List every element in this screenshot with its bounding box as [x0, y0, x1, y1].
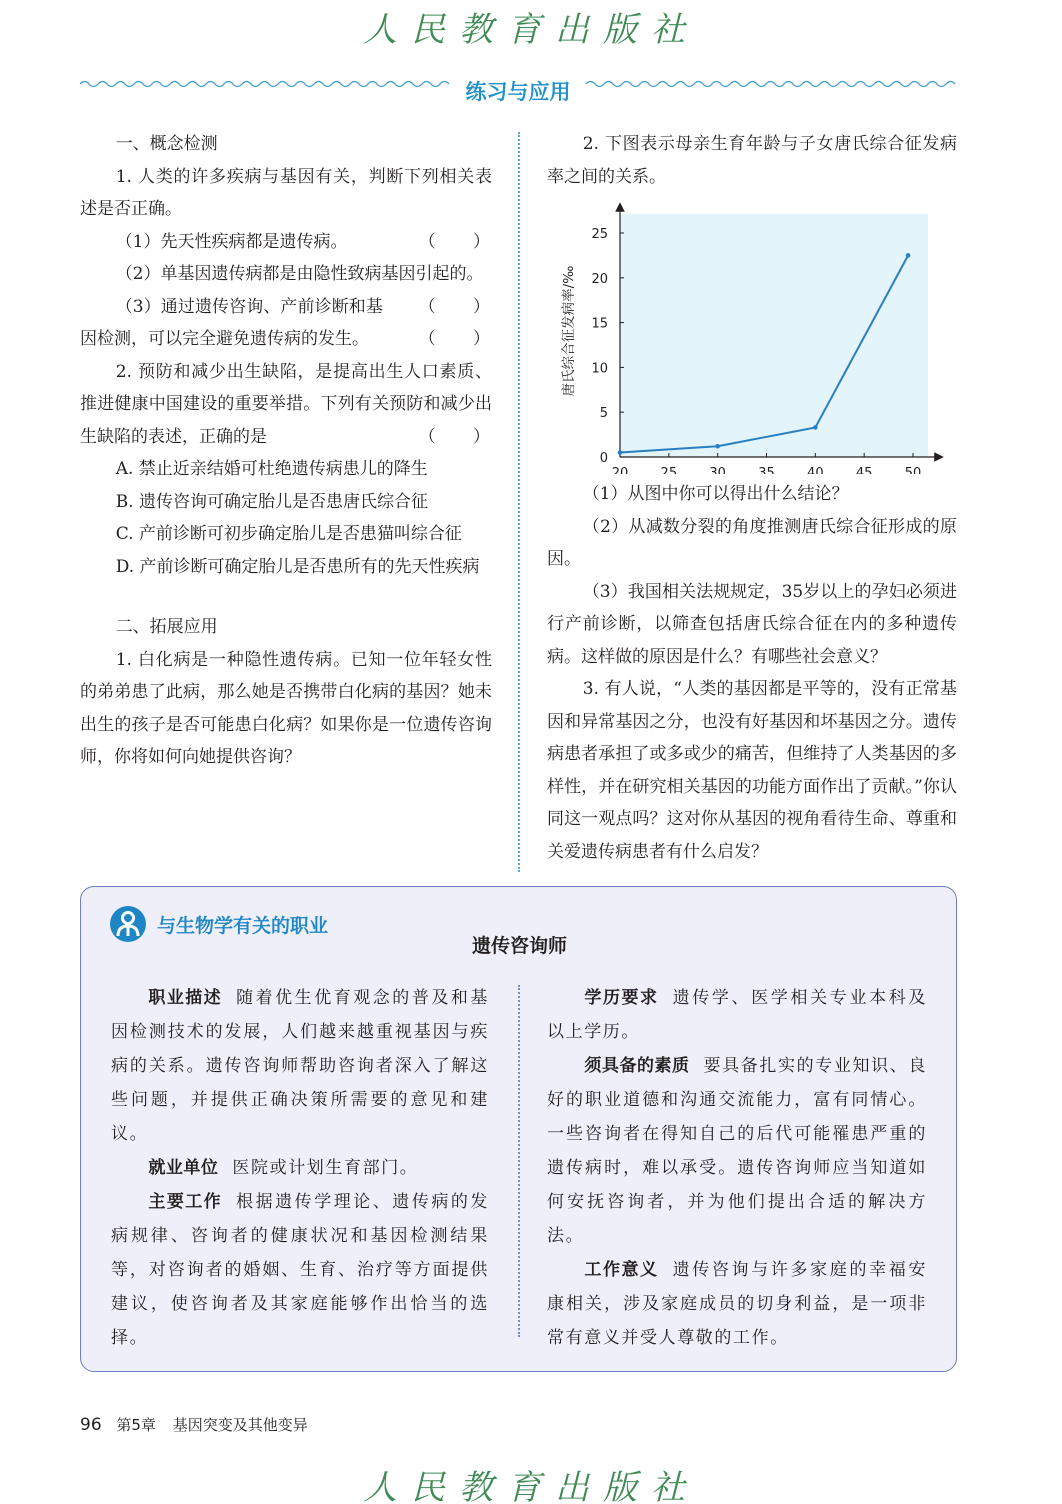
career-column-divider	[518, 985, 520, 1337]
chapter-number: 第5章	[116, 1416, 156, 1434]
q1-stem: 1. 人类的许多疾病与基因有关，判断下列相关表述是否正确。	[80, 166, 492, 219]
data-point	[715, 444, 720, 449]
publisher-logo-top: 人民教育出版社	[363, 10, 699, 50]
career-description	[111, 981, 489, 1151]
career-item-text: 随着优生优育观念的普及和基因检测技术的发展，人们越来越重视基因与疾病的关系。遗传咨询师帮助咨询者深入了解这些问题，并提供正确决策所需要的意见和建议。	[111, 988, 489, 1144]
q2-option-b: B. 遗传咨询可确定胎儿是否患唐氏综合征	[115, 491, 428, 512]
answer-blank: （ ）	[418, 296, 506, 317]
answer-blank: （ ）	[418, 329, 506, 349]
plot-background	[620, 214, 928, 457]
q1-item-2	[80, 258, 506, 317]
answer-blank: （ ）	[418, 426, 506, 447]
q2-sub-2: （2）从减数分裂的角度推测唐氏综合征形成的原因。	[547, 516, 957, 569]
q1-item-1	[80, 226, 506, 259]
career-education	[547, 981, 927, 1049]
career-item-label: 工作意义	[584, 1260, 659, 1280]
y-tick-label: 0	[599, 451, 608, 466]
q2-stem-text: 2. 预防和减少出生缺陷，是提高出生人口素质、推进健康中国建设的重要举措。下列有关预防和减少出生缺陷的表述，正确的是	[80, 361, 492, 447]
answer-blank: （ ）	[418, 231, 506, 252]
y-tick-label: 25	[591, 227, 608, 242]
career-right-column	[547, 981, 927, 1355]
data-point	[618, 450, 623, 455]
column-divider	[518, 132, 520, 872]
x-tick-label: 35	[758, 466, 775, 474]
q1-item-3-text: （3）通过遗传咨询、产前诊断和基因检测，可以完全避免遗传病的发生。	[80, 296, 383, 349]
q1-item-2-text: （2）单基因遗传病都是由隐性致病基因引起的。	[115, 264, 484, 284]
spacer	[80, 583, 492, 611]
x-tick-label: 45	[855, 466, 873, 474]
y-tick-label: 10	[591, 361, 608, 377]
chart-svg	[547, 199, 957, 474]
q2-sub-1: （1）从图中你可以得出什么结论？	[582, 484, 849, 504]
career-item-label: 须具备的素质	[584, 1056, 690, 1076]
q1-item-1-text: （1）先天性疾病都是遗传病。	[115, 231, 348, 252]
page-footer	[80, 1414, 308, 1435]
career-item-text: 遗传学、医学相关专业本科及以上学历。	[547, 988, 927, 1042]
career-employer	[111, 1151, 489, 1185]
career-item-label: 就业单位	[148, 1158, 219, 1178]
career-item-text: 医院或计划生育部门。	[232, 1158, 419, 1178]
y-tick-label: 15	[591, 316, 608, 332]
section-header	[80, 72, 956, 106]
q2-intro: 2. 下图表示母亲生育年龄与子女唐氏综合征发病率之间的关系。	[547, 134, 957, 187]
data-point	[813, 425, 818, 430]
down-syndrome-chart	[547, 199, 957, 474]
x-tick-label: 25	[660, 466, 678, 474]
career-item-text: 根据遗传学理论、遗传病的发病规律、咨询者的健康状况和基因检测结果等，对咨询者的婚姻、生育、治疗等方面提供建议，使咨询者及其家庭能够作出恰当的选择。	[111, 1192, 489, 1348]
left-column	[80, 128, 506, 774]
career-section-label: 与生物学有关的职业	[157, 915, 329, 937]
q3: 3. 有人说，“人类的基因都是平等的，没有正常基因和异常基因之分，也没有好基因和坏基因之分。遗传病患者承担了或多或少的痛苦，但维持了人类基因的多样性，并在研究相关基因的功能方面作出了贡献。”你认同这一观点吗？这对你从基因的视角看待生命、尊重和关爱遗传病患者有什么启发？	[547, 679, 957, 862]
career-item-text: 遗传咨询与许多家庭的幸福安康相关，涉及家庭成员的切身利益，是一项非常有意义并受人尊敬的工作。	[547, 1260, 927, 1348]
part1-heading: 一、概念检测	[115, 134, 218, 154]
q2-option-d: D. 产前诊断可确定胎儿是否患所有的先天性疾病	[115, 556, 480, 577]
career-item-label: 职业描述	[148, 988, 223, 1008]
data-point	[906, 253, 911, 258]
wave-decoration-right	[586, 79, 956, 89]
q2-option-a: A. 禁止近亲结婚可杜绝遗传病患儿的降生	[115, 459, 428, 479]
page-number: 96	[80, 1415, 102, 1435]
y-tick-group	[591, 227, 624, 466]
y-tick-label: 20	[591, 271, 608, 287]
career-item-label: 主要工作	[148, 1192, 223, 1212]
y-tick-label: 5	[599, 406, 608, 422]
part2-heading: 二、拓展应用	[115, 617, 218, 637]
part2-q1: 1. 白化病是一种隐性遗传病。已知一位年轻女性的弟弟患了此病，那么她是否携带白化病的基因？她未出生的孩子是否可能患白化病？如果你是一位遗传咨询师，你将如何向她提供咨询？	[80, 649, 492, 767]
career-item-label: 学历要求	[584, 988, 659, 1008]
q2-sub-3: （3）我国相关法规规定，35岁以上的孕妇必须进行产前诊断，以筛查包括唐氏综合征在内的多种遗传病。这样做的原因是什么？有哪些社会意义？	[547, 581, 957, 667]
career-left-column	[111, 981, 489, 1355]
career-significance	[547, 1253, 927, 1355]
x-tick-label: 30	[709, 466, 726, 474]
job-title: 遗传咨询师	[471, 935, 567, 957]
right-column	[547, 128, 957, 868]
x-tick-label: 50	[904, 466, 922, 474]
chapter-title: 基因突变及其他变异	[172, 1416, 308, 1434]
y-axis-label: 唐氏综合征发病率/‰	[561, 265, 577, 397]
q2-option-c: C. 产前诊断可初步确定胎儿是否患猫叫综合征	[115, 524, 462, 544]
career-main-work	[111, 1185, 489, 1355]
career-box	[80, 886, 957, 1372]
x-tick-label: 40	[807, 466, 824, 474]
section-title: 练习与应用	[465, 80, 571, 104]
career-item-text: 要具备扎实的专业知识、良好的职业道德和沟通交流能力，富有同情心。一些咨询者在得知自己的后代可能罹患严重的遗传病时，难以承受。遗传咨询师应当知道如何安抚咨询者，并为他们提出合适的解决方法。	[547, 1056, 928, 1246]
career-qualities	[547, 1049, 927, 1253]
x-tick-label: 20	[611, 466, 629, 474]
publisher-logo-bottom: 人民教育出版社	[363, 1468, 699, 1504]
q2-stem	[80, 356, 506, 454]
